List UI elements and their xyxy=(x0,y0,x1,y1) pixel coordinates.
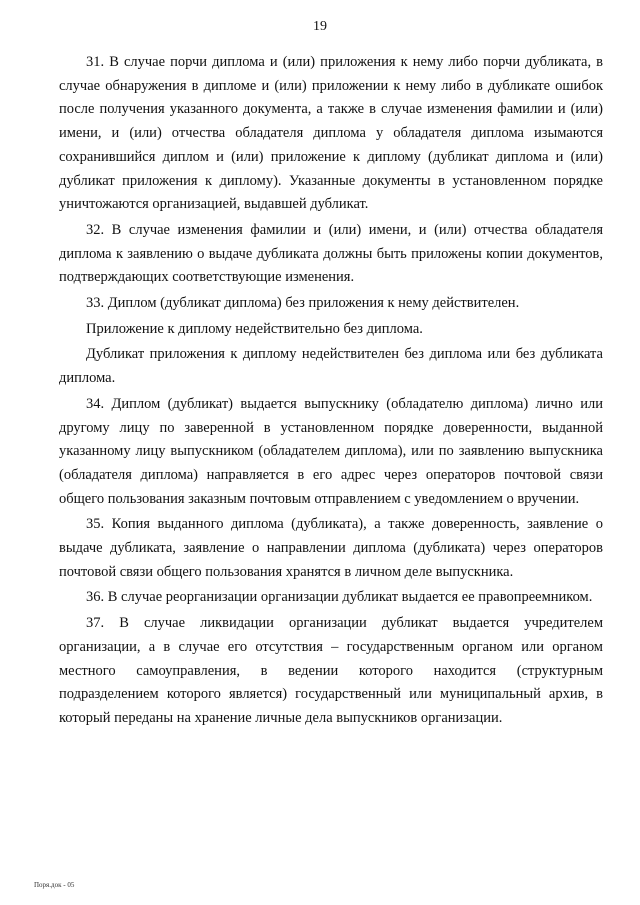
paragraph-37: 37. В случае ликвидации организации дубликат выдается учредителем организации, а в случае его отсутствия – государственным органом или органом местного самоуправления, в ведении которого находится (структурным подразделением которого является) государственный или муниципальный архив, в который переданы на хранение личные дела выпускников организации. xyxy=(59,615,603,726)
paragraph-34: 34. Диплом (дубликат) выдается выпускнику (обладателю диплома) лично или другому лицу по заверенной в установленном порядке доверенности, выданной указанному лицу выпускником (обладателем диплома), или по заявлению выпускника (обладателя диплома) направляется в его адрес через операторов почтовой связи общего пользования заказным почтовым отправлением с уведомлением о вручении. xyxy=(59,395,603,507)
paragraph-33-appendix-note: Приложение к диплому недействительно без диплома. xyxy=(86,320,423,337)
paragraph-32: 32. В случае изменения фамилии и (или) имени, и (или) отчества обладателя диплома к заявлению о выдаче дубликата должны быть приложены копии документов, подтверждающих соответствующие изменения. xyxy=(59,221,603,286)
paragraph-33: 33. Диплом (дубликат диплома) без приложения к нему действителен. xyxy=(86,295,520,312)
paragraph-35: 35. Копия выданного диплома (дубликата), а также доверенность, заявление о выдаче дубликата, заявление о направлении диплома (дубликата) через операторов почтовой связи общего пользования хранятся в личном деле выпускника. xyxy=(59,516,603,580)
paragraph-36: 36. В случае реорганизации организации дубликат выдается ее правопреемником. xyxy=(86,589,593,606)
page-number: 19 xyxy=(313,19,327,34)
footer-file-label: Поря.док - 05 xyxy=(34,881,75,889)
paragraph-31: 31. В случае порчи диплома и (или) приложения к нему либо порчи дубликата, в случае обнаружения в дипломе и (или) приложении к нему либо в дубликате ошибок после получения указанного документа, а также в случае изменения фамилии и (или) имени, и (или) отчества обладателя диплома у обладателя диплома изымаются сохранившийся диплом и (или) приложение к диплому (дубликат диплома и (или) дубликат приложения к диплому). Указанные документы в установленном порядке уничтожаются организацией, выдавшей дубликат. xyxy=(59,54,603,213)
paragraph-33-duplicate-note: Дубликат приложения к диплому недействителен без диплома или без дубликата диплома. xyxy=(59,346,603,387)
document-body xyxy=(59,51,603,733)
